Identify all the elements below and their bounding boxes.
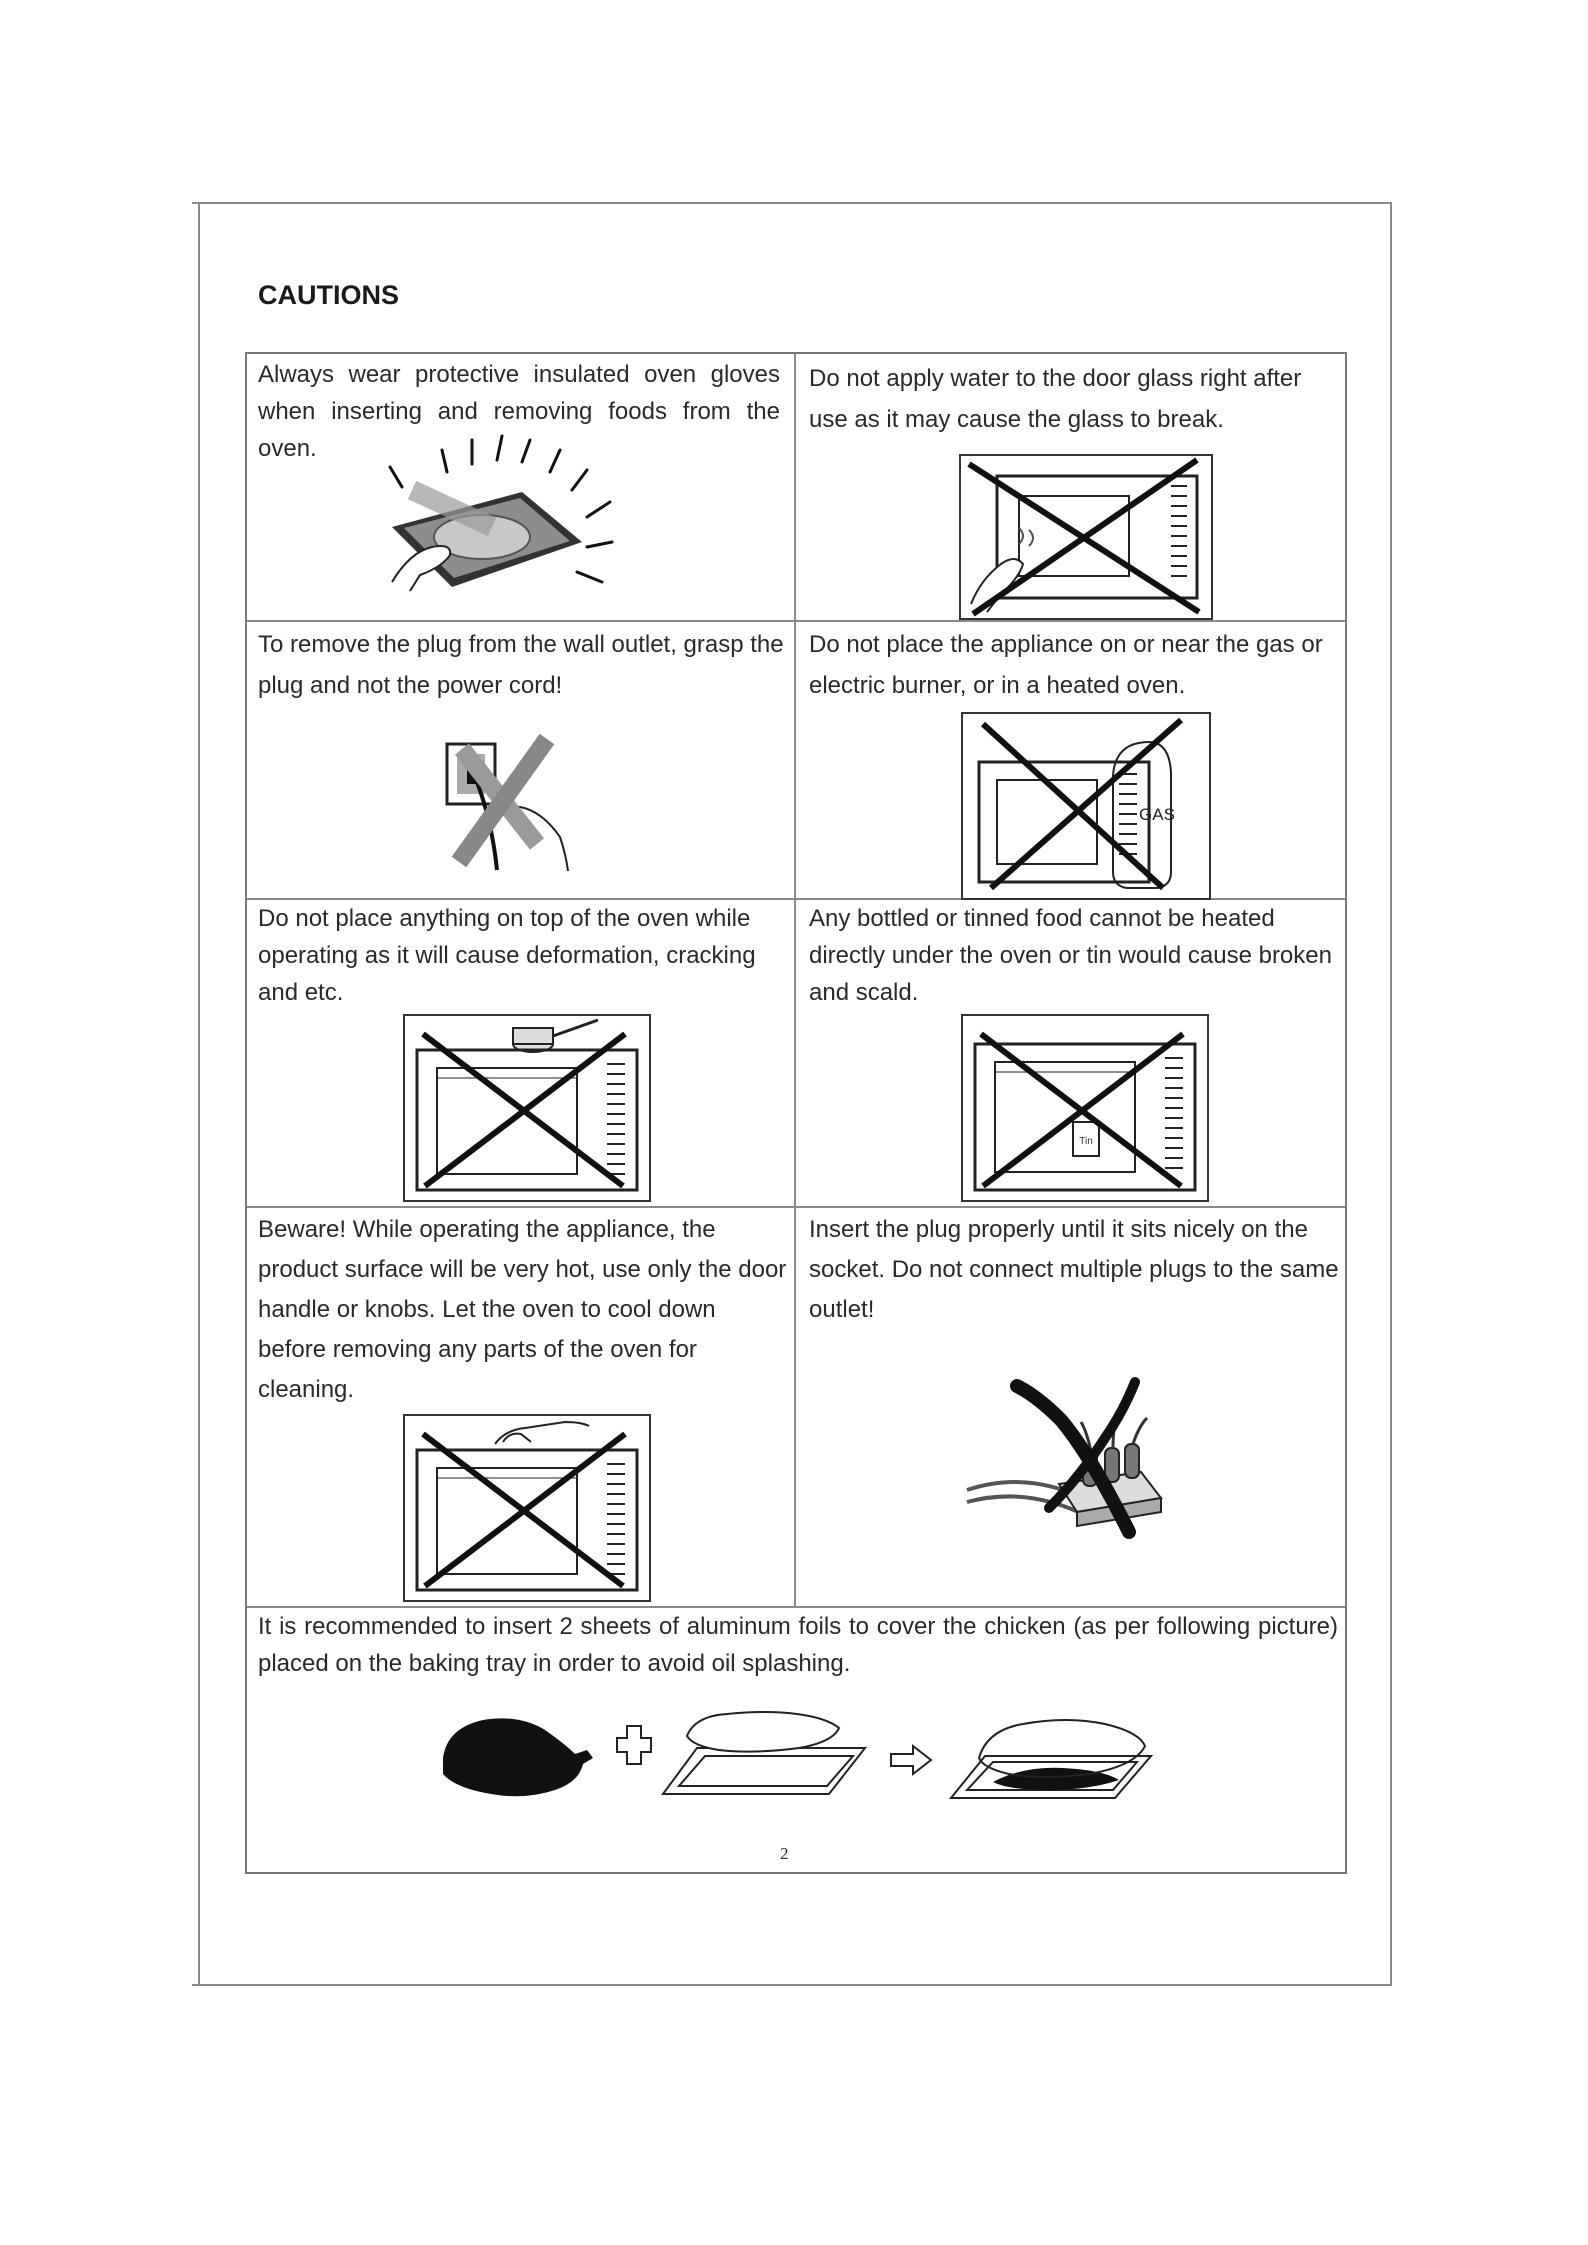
frame-tick	[192, 202, 200, 204]
page-number: 2	[780, 1844, 789, 1863]
no-gas-near-oven-icon	[961, 712, 1211, 900]
no-pull-cord-icon	[437, 734, 607, 874]
row-divider	[247, 620, 1345, 622]
caution-text: To remove the plug from the wall outlet, grasp the plug and not the power cord!	[258, 631, 784, 699]
plus-icon	[617, 1726, 651, 1764]
caution-text: It is recommended to insert 2 sheets of aluminum foils to cover the chicken (as per following picture) placed on the baking tray in order to avoid oil splashing.	[258, 1613, 1338, 1677]
caution-text: Always wear protective insulated oven gloves when inserting and removing foods from the oven.	[258, 361, 780, 462]
no-items-on-top-icon	[403, 1014, 651, 1202]
no-tin-icon	[961, 1014, 1209, 1202]
arrow-right-icon	[891, 1746, 931, 1774]
frame-tick	[192, 1984, 200, 1986]
caution-text: Do not place the appliance on or near the gas or electric burner, or in a heated oven.	[809, 631, 1323, 699]
caution-text: Beware! While operating the appliance, the product surface will be very hot, use only the door handle or knobs. Let the oven to cool down before removing any parts of the oven for cleaning.	[258, 1216, 787, 1403]
no-multiple-plugs-icon	[965, 1374, 1195, 1554]
caution-text: Do not apply water to the door glass right after use as it may cause the glass to break.	[809, 365, 1302, 433]
hot-tray-icon	[372, 432, 662, 612]
gas-label: GAS	[1139, 805, 1175, 824]
caution-text: Any bottled or tinned food cannot be heated directly under the oven or tin would cause broken and scald.	[809, 905, 1332, 1006]
row-divider	[247, 1206, 1345, 1208]
tin-label: Tin	[1079, 1136, 1093, 1147]
caution-text: Insert the plug properly until it sits nicely on the socket. Do not connect multiple plugs to the same outlet!	[809, 1216, 1339, 1323]
cautions-table	[245, 352, 1347, 1874]
caution-text: Do not place anything on top of the oven while operating as it will cause deformation, cracking and etc.	[258, 905, 756, 1006]
no-water-on-glass-icon	[959, 454, 1213, 620]
chicken-foil-tray-icon	[437, 1698, 1157, 1818]
page-title: CAUTIONS	[258, 280, 399, 310]
column-divider	[794, 354, 796, 1608]
no-touch-hot-surface-icon	[403, 1414, 651, 1602]
